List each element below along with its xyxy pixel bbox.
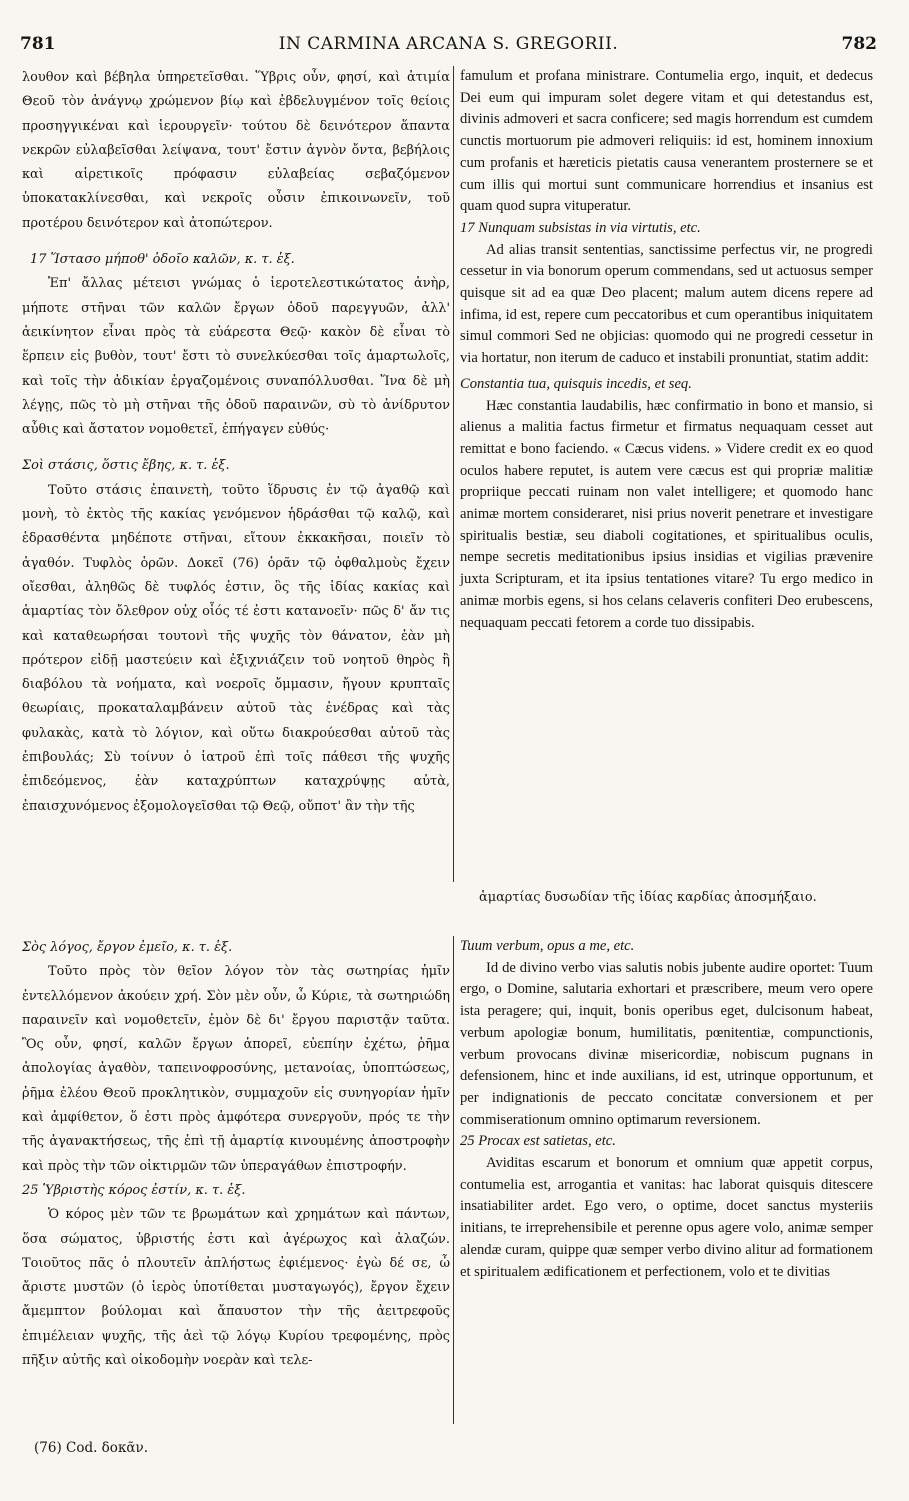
latin-column [460,66,873,634]
latin-heading: 25 Procax est satietas, etc. [460,1133,616,1150]
latin-paragraph: Aviditas escarum et bonorum et omnium quæ appetit corpus, contumelia est, arrogantia et vanitas: hac laborat quisquis ditescere insatiabiliter ardet. Ego vero, o optime, docet sanctus mysteriis initians, te irreprehensibile et perenne opus agere volo, animæ semper alendæ curam, quippe quæ semper verbo divino alitur ad formationem et spiritualem ædificationem et perfectionem, volo et te divitias [460,1155,873,1280]
greek-column [22,66,450,819]
greek-heading: Σὸς λόγος, ἔργον ἐμεῖο, κ. τ. ἑξ. [22,940,233,955]
latin-heading: 17 Nunquam subsistas in via virtutis, etc. [460,219,701,236]
page-number-left: 781 [20,34,56,54]
latin-paragraph: famulum et profana ministrare. Contumelia ergo, inquit, et dedecus Dei eum qui impuram solet degere vitam et qui detestandus est, divinis admoveri et sacra conficere; sed magis horrendum est cumdem cunctis mortuorum pie admoveri reliquiis: id est, hominem innoxium cum profanis et hæreticis pietatis causa venerantem prosternere se et cum illis qui mortui sunt communicare horrendius et insanius est quam quod supra vituperatur. [460,68,873,215]
latin-heading: Constantia tua, quisquis incedis, et seq. [460,375,692,392]
footnote: (76) Cod. δοκᾶν. [34,1440,148,1456]
latin-paragraph: Ad alias transit sententias, sanctissime perfectus vir, ne progredi cessetur in via bonorum operum commendans, sed ut actuosus semper quisque sit ad ea quæ Deo placent; malum autem dicens repere ad infima, id est, repere cum peccatoribus et cum operantibus iniquitatem simul commori Sed ne objicias: quomodo qui ne progredi cessetur in via hortatur, non iterum de caduco et instabili pronuntiat, statim addit: [460,241,873,367]
page-number-right: 782 [841,34,877,54]
greek-heading: 25 Ὑβριστὴς κόρος ἐστίν, κ. τ. ἑξ. [22,1182,246,1198]
spanning-greek-text: ἁμαρτίας δυσωδίαν τῆς ἰδίας καρδίας ἀποσμήξαιο. [479,890,817,905]
column-divider-top [453,66,454,882]
greek-paragraph: Τοῦτο στάσις ἐπαινετὴ, τοῦτο ἵδρυσις ἐν τῷ ἀγαθῷ καὶ μονὴ, τὸ ἐκτὸς τῆς κακίας γενόμενον ἡδράσθαι τῷ καλῷ, καὶ ἑδρασθέντα μηδέποτε στῆναι, εἴτουν ἐκκακῆσαι, ποιεῖν τὸ ἀγαθόν. Τυφλὸς ὁρῶν. Δοκεῖ (76) ὁρᾶν τῷ ὀφθαλμοὺς ἔχειν οἴεσθαι, ἀληθῶς δὲ τυφλός ἐστιν, ὃς τῆς ἰδίας κακίας καὶ ἁμαρτίας τὸν ὄλεθρον οὐχ οἷός τέ ἐστι κατανοεῖν· πῶς δ' ἄν τις καὶ καταθεωρήσαι τουτονὶ τῆς ψυχῆς τὸν θάνατον, ἐὰν μὴ πρότερον εἰδῇ μαστεύειν καὶ ἐξιχνιάζειν τοῦ νοητοῦ θηρὸς ἢ διαβόλου τὰ νοήματα, καὶ νοεροῖς ὄμμασιν, ἤγουν κρυπταῖς θεωρίαις, προκαταλαμβάνειν αὐτοῦ τὰς ἐνέδρας καὶ τὰς φυλακὰς, κατὰ τὸ λόγιον, καὶ οὕτω διακρούεσθαι αὐτοῦ τὰς ἐπιβουλάς; Σὺ τοίνυν ὁ ἰατροῦ ἐπὶ τοῖς πάθεσι τῆς ψυχῆς ἐπιδεόμενος, ἐὰν καταχρύπτων καταχρύψῃς αὐτὰ, ἐπαισχυνόμενος ἐξομολογεῖσθαι τῷ Θεῷ, οὔποτ' ἂν τὴν τῆς [22,482,450,814]
latin-paragraph: Hæc constantia laudabilis, hæc confirmatio in bono et mansio, si alienus a malitia factus firmetur et firmatus nequaquam cesset aut remittat e bono faciendo. « Cæcus videns. » Videre credit ex eo quod oculos habere reputet, is autem vere cæcus est qui propriæ malitiæ propriique peccati ruinam non valet intelligere; et quomodo hanc animæ mortem consideraret, nisi prius noverit penetrare et investigare spiritualis bestiæ, seu diaboli cogitationes, et spiritualibus oculis, nempe secretis meditationibus ipsius insidias et vigilias prævenire juxta Scripturam, et ita ipsius tentationes vitare? Tu ergo medico in animæ morbis egens, si hos celans celaveris confiteri Deo erubescens, nequaquam peccati fetorem a corde tuo dissipabis. [460,397,873,631]
greek-heading: 17 Ἵστασο μήποθ' ὁδοῖο καλῶν, κ. τ. ἑξ. [30,252,295,268]
latin-heading: Tuum verbum, opus a me, etc. [460,938,635,954]
greek-column-2 [22,936,450,1373]
column-divider-bottom [453,936,454,1424]
greek-paragraph: Ἐπ' ἄλλας μέτεισι γνώμας ὁ ἱεροτελεστικώτατος ἀνὴρ, μήποτε στῆναι τῶν καλῶν ἔργων ὁδοῦ παρεγγυῶν, ἀλλ' ἀεικίνητον εἶναι πρὸς τὰ εὐάρεστα Θεῷ· κακὸν δὲ εἶναι τὸ ἕρπειν εἰς βυθὸν, τουτ' ἔστι τὸ συνελκύεσθαι τοῖς ἁμαρτωλοῖς, καὶ τοῖς τὴν ἀδικίαν ἐργαζομένοις συναπόλλυσθαι. Ἵνα δὲ μὴ λέγῃς, πῶς τὸ μὴ στῆναι τῆς ὁδοῦ παραινῶν, σὺ τὸ ἀνίδρυτον αὖθις καὶ ἄστατον νομοθετεῖ, ἐπήγαγεν εὐθύς· [22,276,450,438]
greek-paragraph: Τοῦτο πρὸς τὸν θεῖον λόγον τὸν τὰς σωτηρίας ἡμῖν ἐντελλόμενον ἀκούειν χρή. Σὸν μὲν οὖν, ὦ Κύριε, τὰ σωτηριώδη παραινεῖν καὶ νομοθετεῖν, ἐμὸν δὲ δι' ἔργου παριστᾷν ταῦτα. Ὃς οὖν, φησί, καλῶν ἔργων ἀπορεῖ, εὐεπίην ἐχέτω, ῥῆμα ἀπολογίας ἀγαθὸν, ταπεινοφροσύνης, μετανοίας, ὑποπτώσεως, ῥῆμα ἐλέου Θεοῦ προκλητικὸν, συμμαχοῦν εἰς συνηγορίαν ἡμῖν καὶ ἀμφίθετον, ὅ ἐστι πρὸς ἀμφότερα συνεργοῦν, πρός τε τὴν τῆς ἀγανακτήσεως, τῆς ἐπὶ τῇ ἁμαρτίᾳ κινουμένης ἀποστροφὴν καὶ πρὸς τὴν τῶν οἰκτιρμῶν τῶν ὑπεραγάθων ἐπιστροφήν. [22,964,450,1174]
greek-paragraph: Ὁ κόρος μὲν τῶν τε βρωμάτων καὶ χρημάτων καὶ πάντων, ὅσα σώματος, ὑβριστής ἐστι καὶ ἀγέρωχος καὶ ἀλαζών. Τοιοῦτος πᾶς ὁ πλουτεῖν ἀπλήστως ἐφιέμενος· ἐγὼ δέ σε, ὦ ἄριστε μυστῶν (ὁ ἱερὸς ὑποτίθεται μυσταγωγός), ἔργον ἔχειν ἄμεμπτον βούλομαι καὶ ἄπαυστον τὴν τῆς ἀειτρεφοῦς ἐπιμέλειαν ψυχῆς, τῆς ἀεὶ τῷ λόγῳ Κυρίου τρεφομένης, πρὸς πῆξιν αὐτῆς καὶ οἰκοδομὴν νοερὰν καὶ τελε- [22,1207,450,1369]
latin-paragraph: Id de divino verbo vias salutis nobis jubente audire oportet: Tuum ergo, o Domine, salutaria exhortari et præscribere, meum vero opere ista peragere; qui, inquit, bonis operibus eget, dulcisonum habeat, verbum apologiæ bonum, humilitatis, pœnitentiæ, compunctionis, verbum provocans divinæ misericordiæ, nobiscum pugnans in defensionem, hinc et inde auxilians, id est, utrinque opportunum, et per indignationis de peccato concitatæ conversionem et per commiserationum omnino optimarum reversionem. [460,959,873,1128]
greek-heading: Σοὶ στάσις, ὅστις ἔβης, κ. τ. ἑξ. [22,458,230,474]
running-header [20,34,877,56]
running-title: IN CARMINA ARCANA S. GREGORII. [278,34,619,54]
greek-paragraph: λουθον καὶ βέβηλα ὑπηρετεῖσθαι. Ὕβρις οὖν, φησί, καὶ ἀτιμία Θεοῦ τὸν ἀνάγνῳ χρώμενον βίῳ καὶ ἐβδελυγμένον τοῖς θείοις προσηγγικέναι καὶ ἱερουργεῖν· τούτου δὲ δεινότερον ἅπαντα νεκρῶν εὐλαβεῖσθαι λείψανα, τουτ' ἔστιν ἁγνὸν ὄντα, βεβήλοις καὶ αἱρετικοῖς πρόφασιν εὐλαβείας σεβαζόμενον ὑποκατακλίνεσθαι, καὶ νεκροῖς οὖσιν ἐπικοινωνεῖν, τοῦ προτέρου δεινότερον καὶ ἀτοπώτερον. [22,70,450,231]
latin-column-2 [460,936,873,1283]
